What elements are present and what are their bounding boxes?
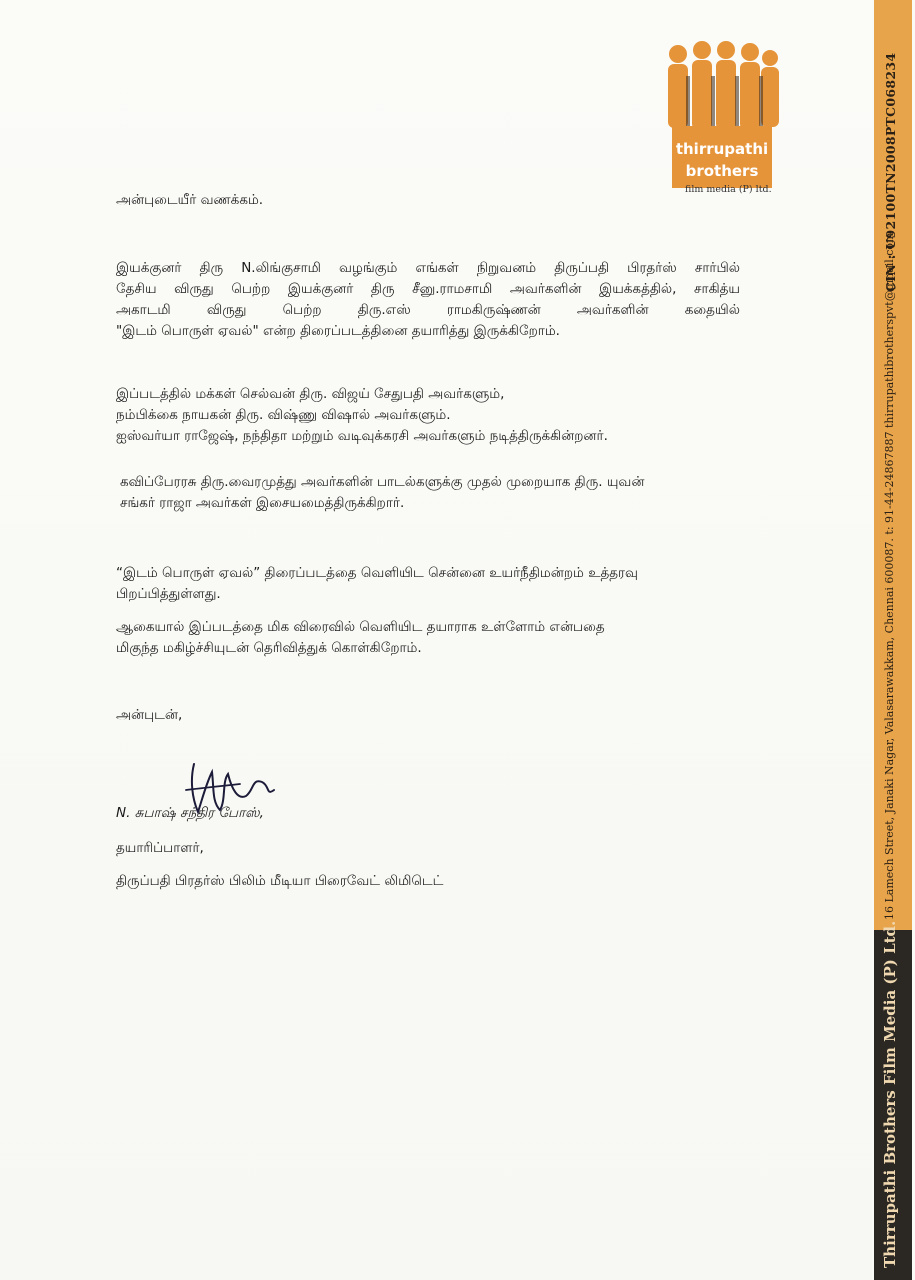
cin-number: CIN : U92100TN2008PTC068234: [883, 52, 898, 292]
paragraph-release: [116, 617, 605, 659]
paragraph-music: [120, 472, 644, 514]
logo-subtitle: film media (P) ltd.: [685, 184, 772, 195]
paragraph-line: “இடம் பொருள் ஏவல்” திரைப்படத்தை வெளியிட சென்னை உயர்நீதிமன்றம் உத்தரவு: [116, 565, 638, 581]
paragraph-line: ஆகையால் இப்படத்தை மிக விரைவில் வெளியிட தயாராக உள்ளோம் என்பதை: [116, 619, 605, 635]
greeting: அன்புடையீர் வணக்கம்.: [116, 192, 264, 208]
paragraph-line: சங்கர் ராஜா அவர்கள் இசையமைத்திருக்கிறார்.: [120, 494, 405, 511]
signatory-role: தயாரிப்பாளர்,: [116, 840, 204, 856]
paragraph-line: கவிப்பேரரசு திரு.வைரமுத்து அவர்களின் பாடல்களுக்கு முதல் முறையாக திரு. யுவன்: [120, 474, 645, 490]
paragraph-line: தேசிய விருது பெற்ற இயக்குனர் திரு சீனு.ராமசாமி அவர்களின் இயக்கத்தில், சாகித்ய: [116, 280, 740, 297]
paragraph-cast: [116, 384, 608, 447]
paragraph-line: இப்படத்தில் மக்கள் செல்வன் திரு. விஜய் சேதுபதி அவர்களும்,: [116, 386, 505, 402]
paragraph-line: "இடம் பொருள் ஏவல்" என்ற திரைப்படத்தினை தயாரித்து இருக்கிறோம்.: [116, 322, 560, 339]
signatory-name: N. சுபாஷ் சந்திர போஸ்,: [116, 805, 264, 821]
paragraph-line: மிகுந்த மகிழ்ச்சியுடன் தெரிவித்துக் கொள்கிறோம்.: [116, 639, 422, 656]
paragraph-line: இயக்குனர் திரு N.லிங்குசாமி வழங்கும் எங்கள் நிறுவனம் திருப்பதி பிரதர்ஸ் சார்பில்: [116, 260, 740, 276]
paragraph-line: பிறப்பித்துள்ளது.: [116, 585, 221, 602]
closing: அன்புடன்,: [116, 707, 183, 723]
paragraph-line: அகாடமி விருது பெற்ற திரு.எஸ் ராமகிருஷ்ணன் அவர்களின் கதையில்: [116, 301, 740, 318]
signatory-organization: திருப்பதி பிரதர்ஸ் பிலிம் மீடியா பிரைவேட் லிமிடெட்: [116, 873, 444, 889]
company-name-vertical: Thirrupathi Brothers Film Media (P) Ltd.: [881, 920, 899, 1268]
company-address: 16 Lamech Street, Janaki Nagar, Valasarawakkam, Chennai 600087. t: 91-44-24867887 thirrupathibrotherspvt@gmail.com: [883, 232, 896, 920]
paragraph-line: ஐஸ்வர்யா ராஜேஷ், நந்திதா மற்றும் வடிவுக்கரசி அவர்களும் நடித்திருக்கின்றனர்.: [116, 427, 608, 444]
paragraph-production-intro: [116, 258, 740, 342]
logo-text-thirrupathi: thirrupathi: [675, 140, 769, 158]
logo-text-brothers: brothers: [685, 162, 759, 180]
paragraph-line: நம்பிக்கை நாயகன் திரு. விஷ்ணு விஷால் அவர்களும்.: [116, 406, 451, 423]
company-logo: [656, 36, 786, 196]
paragraph-court-order: [116, 563, 638, 605]
